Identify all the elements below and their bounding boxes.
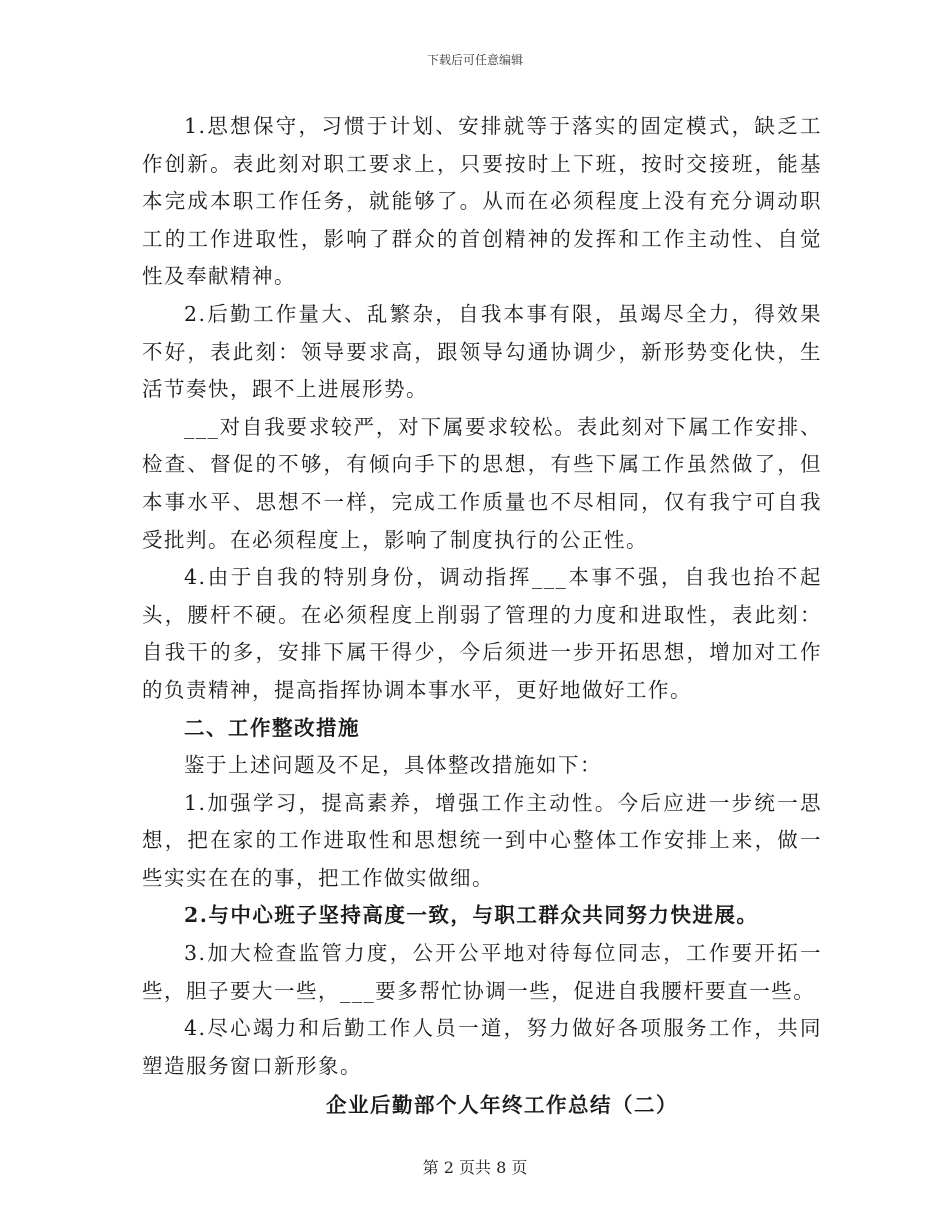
page-header: 下载后可任意编辑 (426, 53, 523, 67)
paragraph-measure-4: 4.尽心竭力和后勤工作人员一道，努力做好各项服务工作，共同塑造服务窗口新形象。 (142, 1016, 822, 1078)
paragraph-measure-3: 3.加大检查监管力度，公开公平地对待每位同志，工作要开拓一些，胆子要大一些，___要多帮忙协调一些，促进自我腰杆要直一些。 (142, 941, 822, 1003)
document-section-title: 企业后勤部个人年终工作总结（二） (326, 1093, 678, 1118)
paragraph-problem-1: 1.思想保守，习惯于计划、安排就等于落实的固定模式，缺乏工作创新。表此刻对职工要求上，只要按时上下班，按时交接班，能基本完成本职工作任务，就能够了。从而在必须程度上没有充分调动职工的工作进取性，影响了群众的首创精神的发挥和工作主动性、自觉性及奉献精神。 (142, 114, 822, 289)
paragraph-measure-1: 1.加强学习，提高素养，增强工作主动性。今后应进一步统一思想，把在家的工作进取性和思想统一到中心整体工作安排上来，做一些实实在在的事，把工作做实做细。 (142, 790, 822, 890)
paragraph-problem-2: 2.后勤工作量大、乱繁杂，自我本事有限，虽竭尽全力，得效果不好，表此刻：领导要求高，跟领导勾通协调少，新形势变化快，生活节奏快，跟不上进展形势。 (142, 301, 822, 402)
paragraph-problem-3: ___对自我要求较严，对下属要求较松。表此刻对下属工作安排、检查、督促的不够，有倾向手下的思想，有些下属工作虽然做了，但本事水平、思想不一样，完成工作质量也不尽相同，仅有我宁可自我受批判。在必须程度上，影响了制度执行的公正性。 (142, 414, 822, 552)
paragraph-intro: 鉴于上述问题及不足，具体整改措施如下： (184, 753, 602, 778)
document-body (142, 108, 822, 1125)
page-footer: 第 2 页共 8 页 (422, 1158, 528, 1177)
paragraph-measure-2: 2.与中心班子坚持高度一致，与职工群众共同努力快进展。 (184, 903, 759, 928)
section-heading-rectification: 二、工作整改措施 (184, 715, 360, 740)
paragraph-problem-4: 4.由于自我的特别身份，调动指挥___本事不强，自我也抬不起头，腰杆不硬。在必须程度上削弱了管理的力度和进取性，表此刻：自我干的多，安排下属干得少，今后须进一步开拓思想，增加对工作的负责精神，提高指挥协调本事水平，更好地做好工作。 (142, 565, 822, 702)
